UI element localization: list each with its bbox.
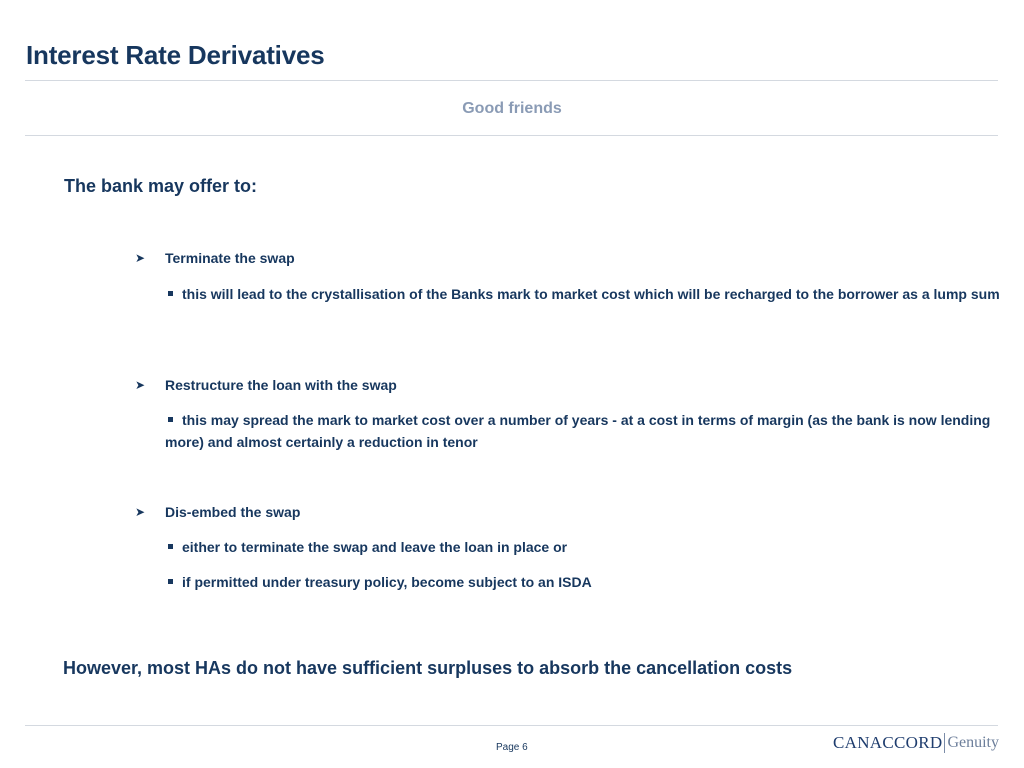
option-detail — [165, 536, 1000, 558]
slide-title: Interest Rate Derivatives — [26, 40, 325, 70]
page-number: Page 6 — [496, 742, 528, 753]
option-detail — [165, 409, 1000, 453]
subtitle-divider — [25, 135, 998, 136]
option-label: Dis-embed the swap — [165, 504, 301, 520]
logo-separator — [944, 733, 945, 753]
option-label: Restructure the loan with the swap — [165, 377, 397, 393]
conclusion-text: However, most HAs do not have sufficient surpluses to absorb the cancellation costs — [63, 658, 793, 678]
logo-sub: Genuity — [947, 734, 999, 751]
arrow-bullet-icon: ➤ — [135, 378, 146, 392]
arrow-bullet-icon: ➤ — [135, 251, 146, 265]
option-disembed — [135, 503, 1005, 521]
option-label: Terminate the swap — [165, 250, 295, 266]
logo-brand: CANACCORD — [833, 733, 943, 752]
option-detail-text: either to terminate the swap and leave the loan in place or — [182, 539, 568, 555]
option-detail-text: if permitted under treasury policy, become subject to an ISDA — [182, 574, 592, 590]
square-bullet-icon — [168, 291, 173, 296]
square-bullet-icon — [168, 579, 173, 584]
option-detail-text: this may spread the mark to market cost over a number of years - at a cost in terms of margin (as the bank is now lending more) and almost certainly a reduction in tenor — [165, 412, 991, 450]
option-detail-text: this will lead to the crystallisation of the Banks mark to market cost which will be recharged to the borrower as a lump sum — [182, 286, 1000, 302]
slide-subtitle: Good friends — [462, 100, 562, 117]
square-bullet-icon — [168, 417, 173, 422]
footer-divider — [25, 725, 998, 726]
square-bullet-icon — [168, 544, 173, 549]
company-logo — [833, 733, 999, 753]
title-divider — [25, 80, 998, 81]
option-detail — [165, 571, 1000, 593]
option-detail — [165, 283, 1000, 305]
arrow-bullet-icon: ➤ — [135, 505, 146, 519]
intro-heading: The bank may offer to: — [64, 176, 258, 196]
option-terminate — [135, 249, 1005, 267]
option-restructure — [135, 376, 1005, 394]
